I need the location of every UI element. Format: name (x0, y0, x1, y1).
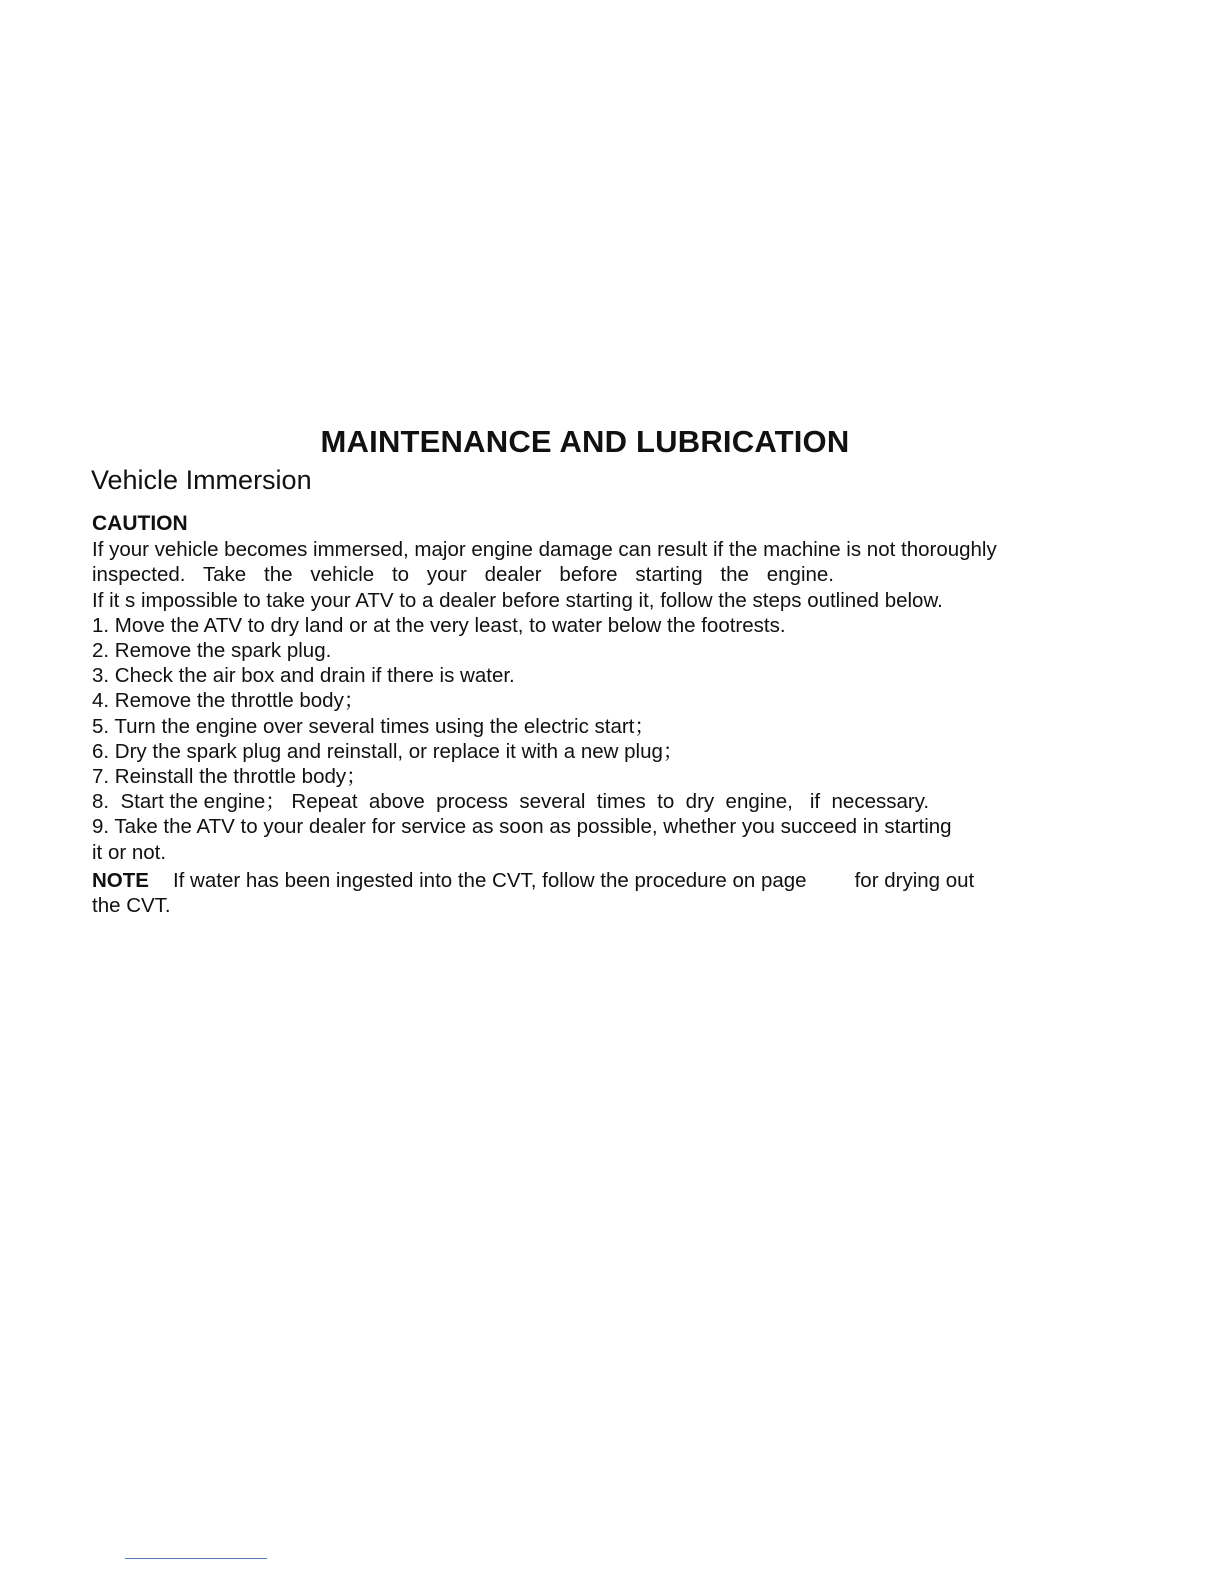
step-item: 4. Remove the throttle body； (92, 689, 365, 713)
footer-rule (125, 1558, 267, 1559)
step-item: 6. Dry the spark plug and reinstall, or replace it with a new plug； (92, 739, 684, 763)
caution-label: CAUTION (92, 512, 188, 535)
step-item: 2. Remove the spark plug. (92, 639, 332, 663)
step-item: 3. Check the air box and drain if there is water. (92, 664, 515, 688)
step-item: 1. Move the ATV to dry land or at the very least, to water below the footrests. (92, 613, 786, 637)
note-label: NOTE (92, 868, 149, 892)
note-continuation: the CVT. (92, 894, 171, 918)
paragraph-line: If it s impossible to take your ATV to a dealer before starting it, follow the steps outlined below. (92, 588, 943, 612)
paragraph-line: If your vehicle becomes immersed, major engine damage can result if the machine is not thoroughly (92, 538, 997, 562)
body-content (92, 511, 1062, 918)
step-item: 8. Start the engine； Repeat above process several times to dry engine, if necessary. (92, 790, 930, 814)
step-item: 5. Turn the engine over several times using the electric start； (92, 714, 655, 738)
note-text: If water has been ingested into the CVT, follow the procedure on page (172, 868, 807, 892)
page-title: MAINTENANCE AND LUBRICATION (320, 424, 850, 459)
step-item-continuation: it or not. (92, 840, 167, 864)
section-title: Vehicle Immersion (91, 465, 312, 495)
step-item: 9. Take the ATV to your dealer for service as soon as possible, whether you succeed in starting (92, 815, 952, 839)
note-line (92, 868, 1062, 893)
note-text-end: for drying out (854, 868, 975, 892)
step-item: 7. Reinstall the throttle body； (92, 765, 367, 789)
paragraph-line: inspected. Take the vehicle to your dealer before starting the engine. (92, 563, 834, 587)
